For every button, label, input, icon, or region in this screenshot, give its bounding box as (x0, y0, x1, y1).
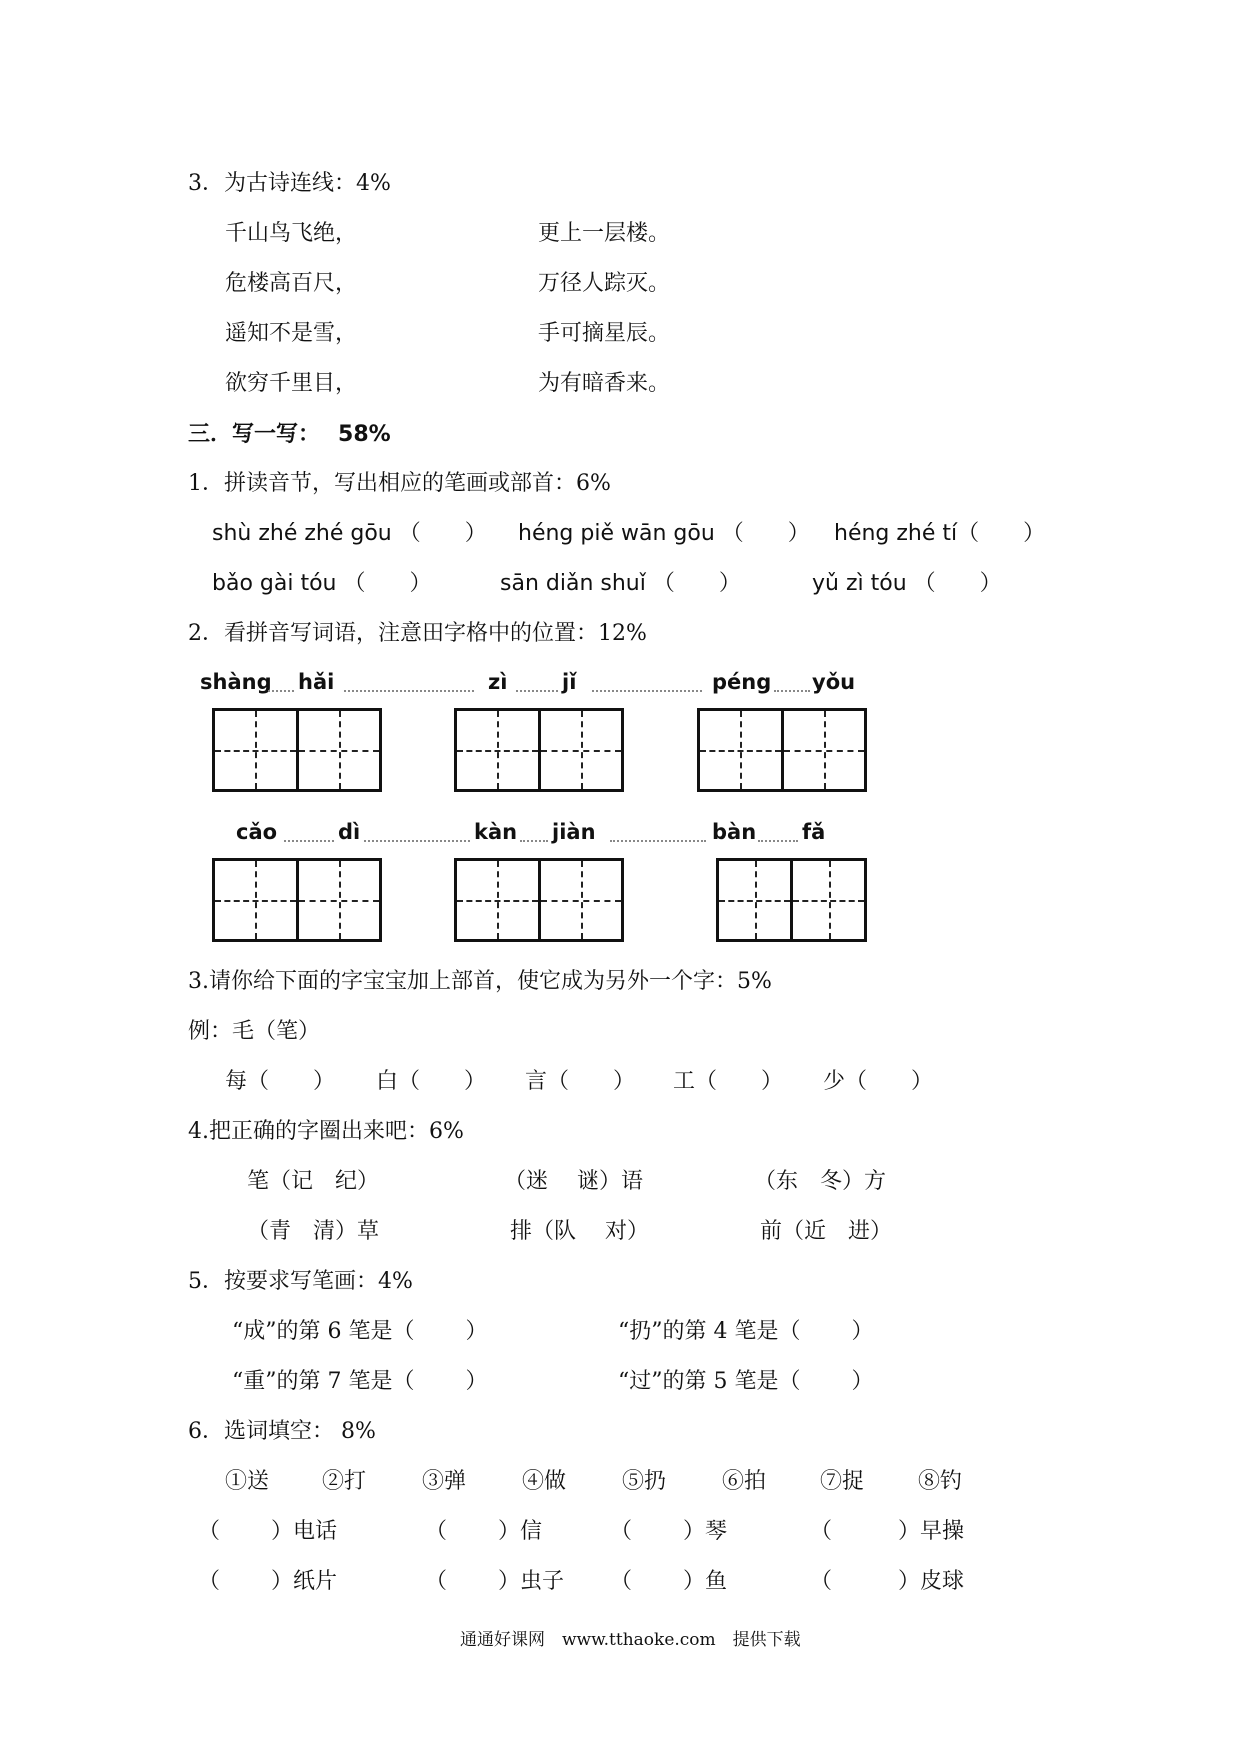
choice-item[interactable]: （迷 谜）语 (504, 1169, 643, 1194)
choice-item[interactable]: （青 清）草 (247, 1219, 380, 1244)
section3-heading (188, 420, 391, 449)
poem-right-line: 为有暗香来。 (538, 371, 671, 396)
section3-heading-label: 三．写一写： (188, 421, 321, 447)
choice-item[interactable]: 排（队 对） (510, 1219, 649, 1244)
radical-blank[interactable]: 白（ ） (376, 1069, 487, 1094)
choice-item[interactable]: （东 冬）方 (754, 1169, 887, 1194)
fill-blank-item[interactable]: （ ）电话 (198, 1519, 337, 1544)
pinyin-label: fǎ (802, 820, 826, 844)
poem-left-line: 千山鸟飞绝， (225, 221, 358, 246)
pinyin-label: zì (488, 670, 508, 694)
tianzige-grid[interactable] (454, 858, 624, 942)
stroke-order-item[interactable]: “成”的第 6 笔是（ ） (232, 1319, 488, 1344)
q3-title: 3.请你给下面的字宝宝加上部首，使它成为另外一个字：5% (188, 969, 772, 994)
poem-left-line: 危楼高百尺， (225, 271, 358, 296)
option-item: ②打 (322, 1469, 367, 1494)
poem-right-line: 手可摘星辰。 (538, 321, 671, 346)
poem-left-line: 遥知不是雪， (225, 321, 358, 346)
dotted-leader (610, 840, 706, 842)
dotted-leader (592, 690, 702, 692)
option-item: ⑤扔 (622, 1469, 667, 1494)
poem-right-line: 万径人踪灭。 (538, 271, 671, 296)
dotted-leader (344, 690, 474, 692)
pinyin-label: jiàn (552, 820, 596, 844)
tianzige-grid[interactable] (716, 858, 867, 942)
stroke-item: shù zhé zhé gōu （ ） (212, 521, 487, 546)
stroke-order-item[interactable]: “过”的第 5 笔是（ ） (618, 1369, 874, 1394)
q3-example: 例：毛（笔） (188, 1019, 321, 1044)
option-item: ④做 (522, 1469, 567, 1494)
fill-blank-item[interactable]: （ ）早操 (810, 1519, 965, 1544)
q3-poem-title: 3．为古诗连线：4% (188, 171, 391, 196)
stroke-item: héng piě wān gōu （ ） (518, 521, 810, 546)
pinyin-label: kàn (474, 820, 518, 844)
fill-blank-item[interactable]: （ ）信 (425, 1519, 542, 1544)
tianzige-grid[interactable] (212, 858, 382, 942)
radical-blank[interactable]: 少（ ） (823, 1069, 934, 1094)
fill-blank-item[interactable]: （ ）虫子 (425, 1569, 564, 1594)
dotted-leader (268, 690, 294, 692)
option-item: ⑧钓 (918, 1469, 963, 1494)
fill-blank-item[interactable]: （ ）纸片 (198, 1569, 337, 1594)
dotted-leader (364, 840, 470, 842)
pinyin-label: yǒu (812, 670, 856, 694)
pinyin-label: jǐ (562, 670, 577, 694)
tianzige-grid[interactable] (212, 708, 382, 792)
option-item: ⑥拍 (722, 1469, 767, 1494)
q5-title: 5．按要求写笔画：4% (188, 1269, 413, 1294)
section3-heading-pct: 58% (338, 422, 391, 447)
pinyin-label: péng (712, 670, 772, 694)
q2-title: 2．看拼音写词语，注意田字格中的位置：12% (188, 621, 647, 646)
poem-right-line: 更上一层楼。 (538, 221, 671, 246)
radical-blank[interactable]: 工（ ） (673, 1069, 784, 1094)
pinyin-label: shàng (200, 670, 272, 694)
option-item: ①送 (225, 1469, 270, 1494)
q4-title: 4.把正确的字圈出来吧：6% (188, 1119, 464, 1144)
dotted-leader (520, 840, 548, 842)
tianzige-grid[interactable] (454, 708, 624, 792)
option-item: ③弹 (422, 1469, 467, 1494)
pinyin-label: bàn (712, 820, 757, 844)
stroke-item: héng zhé tí（ ） (834, 521, 1046, 546)
radical-blank[interactable]: 每（ ） (225, 1069, 336, 1094)
radical-item: bǎo gài tóu （ ） (212, 571, 432, 596)
stroke-order-item[interactable]: “重”的第 7 笔是（ ） (232, 1369, 488, 1394)
dotted-leader (516, 690, 558, 692)
dotted-leader (774, 690, 810, 692)
fill-blank-item[interactable]: （ ）皮球 (810, 1569, 965, 1594)
page-footer: 通通好课网 www.tthaoke.com 提供下载 (460, 1630, 801, 1650)
pinyin-label: cǎo (236, 820, 278, 844)
pinyin-label: hǎi (298, 670, 335, 694)
q1-title: 1．拼读音节，写出相应的笔画或部首：6% (188, 471, 611, 496)
radical-item: yǔ zì tóu （ ） (812, 571, 1002, 596)
radical-item: sān diǎn shuǐ （ ） (500, 571, 741, 596)
poem-left-line: 欲穷千里目， (225, 371, 358, 396)
choice-item[interactable]: 笔（记 纪） (247, 1169, 380, 1194)
option-item: ⑦捉 (820, 1469, 865, 1494)
radical-blank[interactable]: 言（ ） (525, 1069, 636, 1094)
dotted-leader (284, 840, 334, 842)
dotted-leader (758, 840, 798, 842)
fill-blank-item[interactable]: （ ）鱼 (610, 1569, 727, 1594)
fill-blank-item[interactable]: （ ）琴 (610, 1519, 727, 1544)
stroke-order-item[interactable]: “扔”的第 4 笔是（ ） (618, 1319, 874, 1344)
choice-item[interactable]: 前（近 进） (760, 1219, 893, 1244)
q6-title: 6．选词填空： 8% (188, 1419, 376, 1444)
pinyin-label: dì (338, 820, 361, 844)
tianzige-grid[interactable] (697, 708, 867, 792)
